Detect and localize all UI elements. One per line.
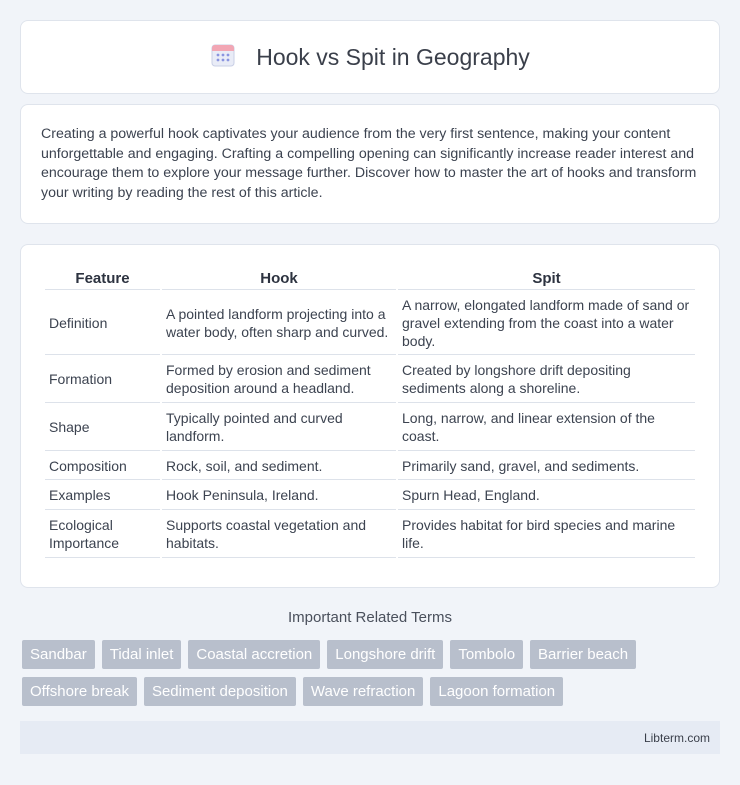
table-cell-hook: A pointed landform projecting into a water body, often sharp and curved. <box>162 292 396 355</box>
column-header-spit: Spit <box>398 267 695 290</box>
column-header-feature: Feature <box>45 267 160 290</box>
table-cell-hook: Supports coastal vegetation and habitats. <box>162 512 396 558</box>
table-cell-spit: Created by longshore drift depositing sediments along a shoreline. <box>398 357 695 403</box>
table-header-row <box>45 267 695 290</box>
table-cell-feature: Examples <box>45 482 160 510</box>
table-row <box>45 292 695 355</box>
table-row <box>45 453 695 481</box>
related-term-tag[interactable]: Sandbar <box>22 640 95 669</box>
table-cell-hook: Rock, soil, and sediment. <box>162 453 396 481</box>
related-term-tag[interactable]: Barrier beach <box>530 640 636 669</box>
related-term-tag[interactable]: Tombolo <box>450 640 523 669</box>
table-row <box>45 482 695 510</box>
table-row <box>45 512 695 558</box>
footer-site-link[interactable]: Libterm.com <box>643 730 710 745</box>
table-cell-hook: Typically pointed and curved landform. <box>162 405 396 451</box>
page-title: Hook vs Spit in Geography <box>256 43 530 70</box>
table-cell-feature: Formation <box>45 357 160 403</box>
table-cell-spit: Long, narrow, and linear extension of the coast. <box>398 405 695 451</box>
table-cell-hook: Formed by erosion and sediment deposition around a headland. <box>162 357 396 403</box>
related-term-tag[interactable]: Longshore drift <box>327 640 443 669</box>
table-cell-feature: Composition <box>45 453 160 481</box>
table-cell-spit: Primarily sand, gravel, and sediments. <box>398 453 695 481</box>
table-row <box>45 357 695 403</box>
related-terms-list <box>22 640 722 706</box>
footer <box>20 721 720 754</box>
related-term-tag[interactable]: Offshore break <box>22 677 137 706</box>
table-cell-feature: Shape <box>45 405 160 451</box>
related-term-tag[interactable]: Sediment deposition <box>144 677 296 706</box>
table-cell-spit: A narrow, elongated landform made of sand or gravel extending from the coast into a water body. <box>398 292 695 355</box>
related-term-tag[interactable]: Tidal inlet <box>102 640 182 669</box>
table-cell-spit: Provides habitat for bird species and marine life. <box>398 512 695 558</box>
comparison-table-card <box>20 244 720 588</box>
intro-paragraph: Creating a powerful hook captivates your audience from the very first sentence, making your content unforgettable and engaging. Crafting a compelling opening can significantly increase reader interest and encourage them to explore your message further. Discover how to master the art of hooks and transform your writing by reading the rest of this article. <box>41 126 697 201</box>
calendar-icon <box>210 42 236 73</box>
related-term-tag[interactable]: Coastal accretion <box>188 640 320 669</box>
table-cell-feature: Ecological Importance <box>45 512 160 558</box>
table-cell-spit: Spurn Head, England. <box>398 482 695 510</box>
comparison-table <box>43 265 697 560</box>
related-terms-title: Important Related Terms <box>288 609 452 626</box>
table-cell-hook: Hook Peninsula, Ireland. <box>162 482 396 510</box>
related-term-tag[interactable]: Lagoon formation <box>430 677 563 706</box>
intro-card <box>20 104 720 224</box>
column-header-hook: Hook <box>162 267 396 290</box>
table-cell-feature: Definition <box>45 292 160 355</box>
table-row <box>45 405 695 451</box>
title-wrap <box>210 42 530 73</box>
header-card <box>20 20 720 94</box>
related-term-tag[interactable]: Wave refraction <box>303 677 423 706</box>
